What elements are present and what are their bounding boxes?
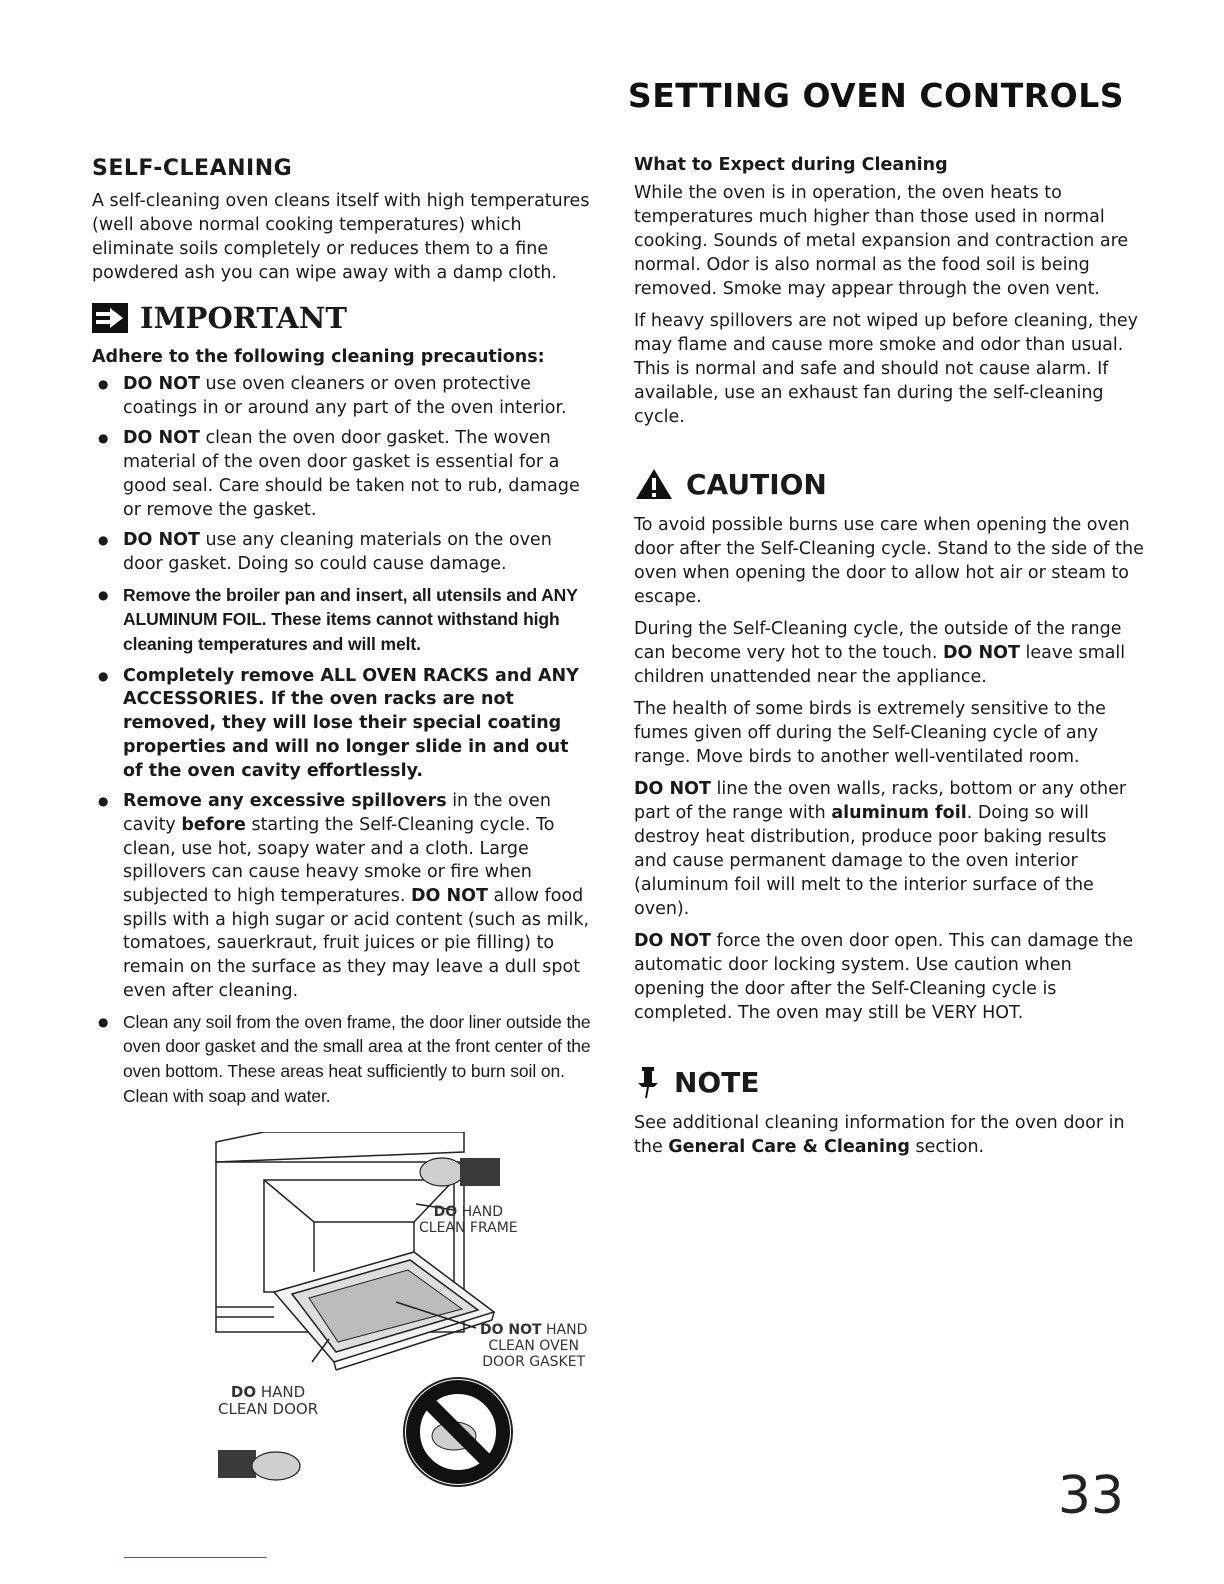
gasket-label: DO NOT HAND CLEAN OVEN DOOR GASKET <box>480 1322 588 1370</box>
oven-door-drawing <box>214 1132 594 1492</box>
list-item: ● DO NOT clean the oven door gasket. The woven material of the oven door gasket is essential for a good seal. Care should be taken not to rub, damage or remove the gasket. <box>92 427 592 522</box>
important-header <box>92 301 592 335</box>
footer-divider <box>124 1557 267 1558</box>
intro-paragraph: A self-cleaning oven cleans itself with high temperatures (well above normal cooking temperatures) which eliminate soils completely or reduces them to a fine powdered ash you can wipe away with a damp cloth. <box>92 191 590 283</box>
caution-paragraph-5: DO NOT force the oven door open. This can damage the automatic door locking system. Use caution when opening the door after the Self-Cleaning cycle is completed. The oven may still be VERY HOT. <box>634 931 1134 1023</box>
precautions-heading: Adhere to the following cleaning precautions: <box>92 347 545 367</box>
note-title: NOTE <box>674 1065 760 1099</box>
frame-label: DO HAND CLEAN FRAME <box>419 1204 518 1236</box>
note-paragraph: See additional cleaning information for the oven door in the General Care & Cleaning section. <box>634 1113 1125 1157</box>
section-title: SELF-CLEANING <box>92 156 293 181</box>
list-item: ● Remove any excessive spillovers in the oven cavity before starting the Self-Cleaning cycle. To clean, use hot, soapy water and a cloth. Large spillovers can cause heavy smoke or fire when subjected to high temperatures. DO NOT allow food spills with a high sugar or acid content (such as milk, tomatoes, sauerkraut, fruit juices or pie filling) to remain on the surface as they may leave a dull spot even after cleaning. <box>92 790 592 1003</box>
caution-paragraph-4: DO NOT line the oven walls, racks, bottom or any other part of the range with aluminum foil. Doing so will destroy heat distribution, produce poor baking results and cause permanent damage to the oven interior (aluminum foil will melt to the interior surface of the oven). <box>634 779 1127 919</box>
page-header: SETTING OVEN CONTROLS <box>627 76 1124 115</box>
right-column <box>634 150 1144 1167</box>
caution-header <box>634 467 1144 501</box>
caution-paragraph-1: To avoid possible burns use care when opening the oven door after the Self-Cleaning cycle. Stand to the side of the oven when opening the door to allow hot air or steam to escape. <box>634 515 1144 607</box>
list-item: ● Clean any soil from the oven frame, the door liner outside the oven door gasket and the small area at the front center of the oven bottom. These areas heat sufficiently to burn soil on. Clean with soap and water. <box>92 1011 592 1110</box>
caution-paragraph-2: During the Self-Cleaning cycle, the outside of the range can become very hot to the touch. DO NOT leave small children unattended near the appliance. <box>634 619 1126 687</box>
expect-heading: What to Expect during Cleaning <box>634 155 948 175</box>
list-item: ● Remove the broiler pan and insert, all utensils and ANY ALUMINUM FOIL. These items cannot withstand high cleaning temperatures and will melt. <box>92 584 592 658</box>
expect-paragraph-2: If heavy spillovers are not wiped up before cleaning, they may flame and cause more smoke and odor than usual. This is normal and safe and should not cause alarm. If available, use an exhaust fan during the self-cleaning cycle. <box>634 311 1139 427</box>
list-item: ● DO NOT use any cleaning materials on the oven door gasket. Doing so could cause damage. <box>92 529 592 576</box>
expect-paragraph-1: While the oven is in operation, the oven heats to temperatures much higher than those used in normal cooking. Sounds of metal expansion and contraction are normal. Odor is also normal as the food soil is being removed. Smoke may appear through the oven vent. <box>634 183 1129 299</box>
door-label: DO HAND CLEAN DOOR <box>218 1383 319 1418</box>
list-item: ● Completely remove ALL OVEN RACKS and ANY ACCESSORIES. If the oven racks are not removed, they will lose their special coating properties and will no longer slide in and out of the oven cavity effortlessly. <box>92 665 592 784</box>
oven-cleaning-illustration <box>214 1132 594 1492</box>
caution-paragraph-3: The health of some birds is extremely sensitive to the fumes given off during the Self-Cleaning cycle of any range. Move birds to another well-ventilated room. <box>634 699 1106 767</box>
important-title: IMPORTANT <box>140 301 347 335</box>
warning-triangle-icon <box>634 467 674 501</box>
caution-title: CAUTION <box>686 467 827 501</box>
list-item: ● DO NOT use oven cleaners or oven protective coatings in or around any part of the oven interior. <box>92 373 592 420</box>
precautions-list <box>92 373 592 1109</box>
pushpin-icon <box>634 1065 662 1099</box>
page-number: 33 <box>1057 1466 1124 1526</box>
left-column <box>92 150 592 1116</box>
note-header <box>634 1065 1144 1099</box>
arrow-alert-icon <box>92 303 128 333</box>
